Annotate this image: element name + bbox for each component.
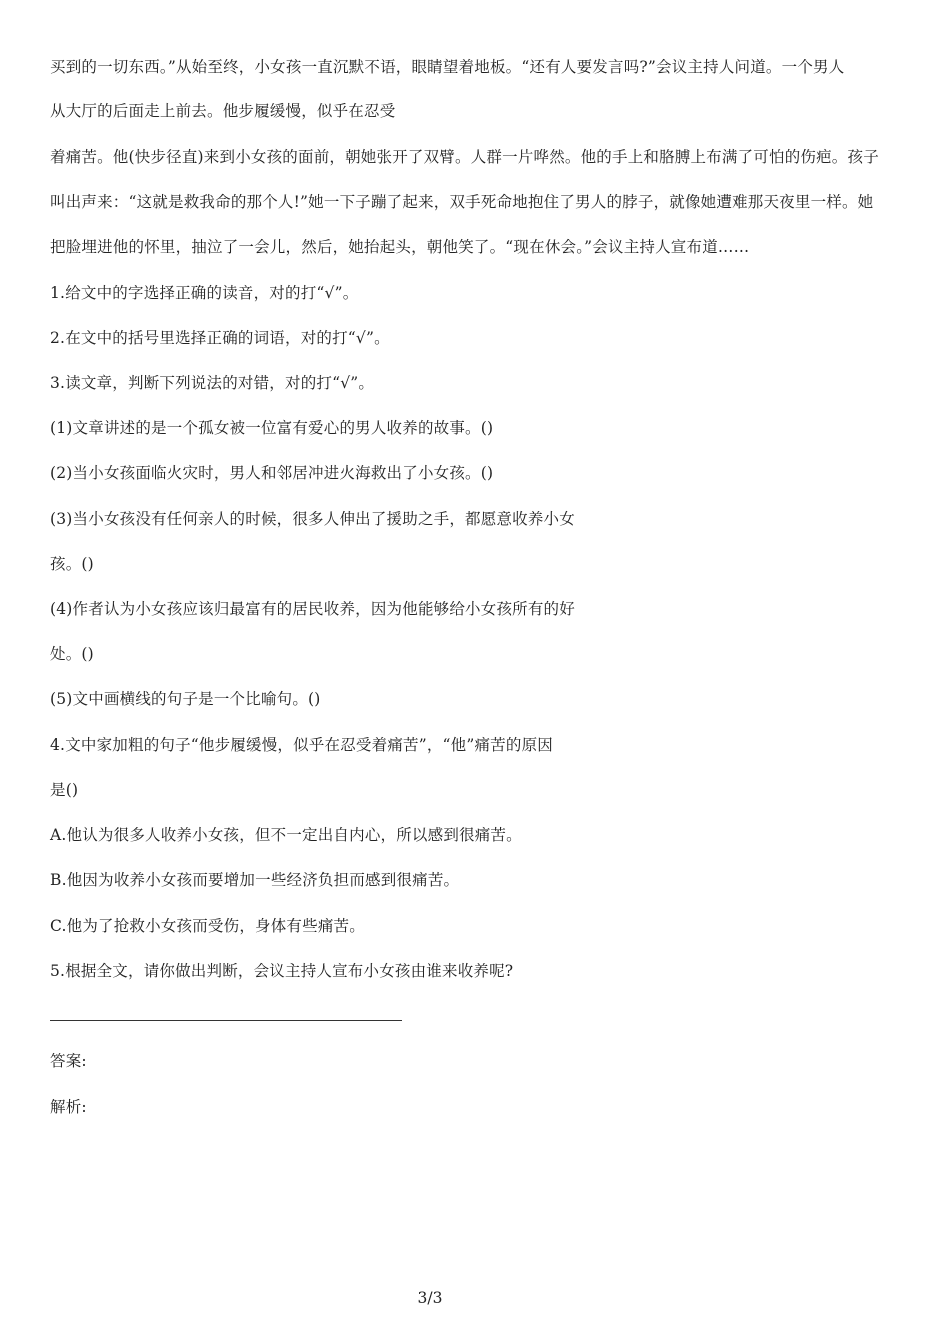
question-4: 4.文中家加粗的句子“他步履缓慢，似乎在忍受着痛苦”，“他”痛苦的原因: [50, 736, 553, 754]
question-4-option-c: C.他为了抢救小女孩而受伤，身体有些痛苦。: [50, 917, 365, 935]
question-3-item-4-cont: 处。(): [50, 645, 94, 663]
passage-line-2: 从大厅的后面走上前去。他步履缓慢，似乎在忍受: [50, 102, 396, 120]
question-2: 2.在文中的括号里选择正确的词语，对的打“√”。: [50, 329, 390, 347]
question-4-option-a: A.他认为很多人收养小女孩，但不一定出自内心，所以感到很痛苦。: [50, 826, 522, 844]
passage-line-3: 着痛苦。他(快步径直)来到小女孩的面前，朝她张开了双臂。人群一片哗然。他的手上和胳膊上布满了可怕的伤疤。孩子: [50, 148, 879, 166]
question-3-item-4: (4)作者认为小女孩应该归最富有的居民收养，因为他能够给小女孩所有的好: [50, 600, 575, 618]
question-3-item-3: (3)当小女孩没有任何亲人的时候，很多人伸出了援助之手，都愿意收养小女: [50, 510, 575, 528]
analysis-label: 解析:: [50, 1098, 87, 1116]
question-4-option-b: B.他因为收养小女孩而要增加一些经济负担而感到很痛苦。: [50, 871, 460, 889]
question-1: 1.给文中的字选择正确的读音，对的打“√”。: [50, 284, 359, 302]
question-3-item-1: (1)文章讲述的是一个孤女被一位富有爱心的男人收养的故事。(): [50, 419, 494, 437]
question-3-item-5: (5)文中画横线的句子是一个比喻句。(): [50, 690, 321, 708]
question-5: 5.根据全文，请你做出判断，会议主持人宣布小女孩由谁来收养呢?: [50, 962, 514, 980]
page-number: 3/3: [417, 1289, 443, 1307]
passage-line-4: 叫出声来：“这就是救我命的那个人!”她一下子蹦了起来，双手死命地抱住了男人的脖子，就像她遭难那天夜里一样。她: [50, 193, 874, 211]
answer-blank-line: [50, 1020, 402, 1021]
passage-line-5: 把脸埋进他的怀里，抽泣了一会儿，然后，她抬起头，朝他笑了。“现在休会。”会议主持人宣布道……: [50, 238, 750, 256]
question-3-item-3-cont: 孩。(): [50, 555, 94, 573]
question-3-item-2: (2)当小女孩面临火灾时，男人和邻居冲进火海救出了小女孩。(): [50, 464, 494, 482]
question-4-cont: 是(): [50, 781, 79, 799]
question-3: 3.读文章，判断下列说法的对错，对的打“√”。: [50, 374, 375, 392]
answer-label: 答案:: [50, 1052, 87, 1070]
passage-line-1: 买到的一切东西。”从始至终，小女孩一直沉默不语，眼睛望着地板。“还有人要发言吗?”会议主持人问道。一个男人: [50, 58, 845, 76]
